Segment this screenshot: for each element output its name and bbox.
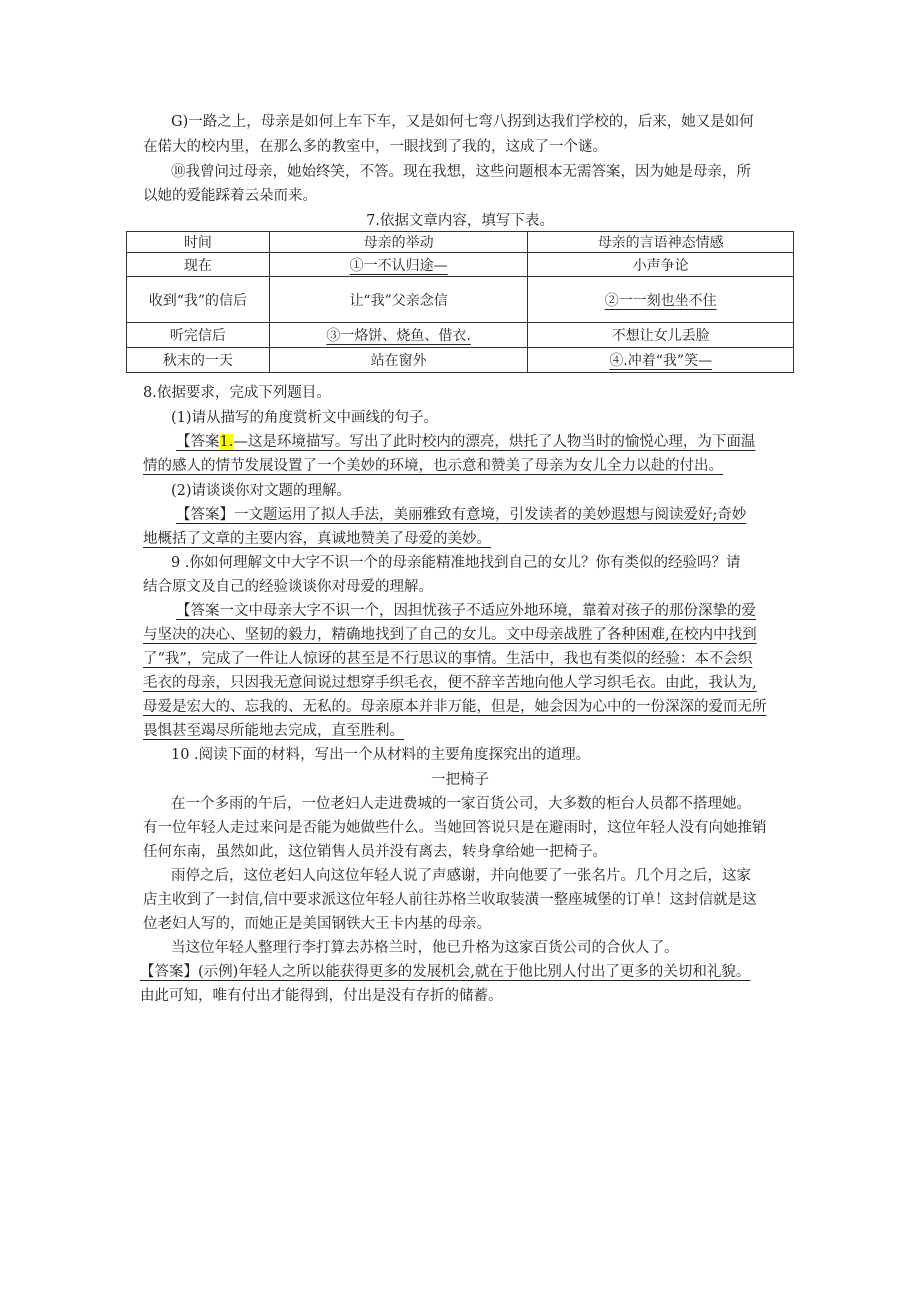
answer-8-2-line-1: 【答案】一文题运用了拟人手法，美丽雅致有意境，引发读者的美妙遐想与阅读爱好;奇妙 (176, 507, 747, 523)
material-line: 有一位年轻人走过来问是否能为她做些什么。当她回答说只是在避雨时，这位年轻人没有向她推销 (143, 820, 767, 836)
question-7-title: 7.依据文章内容，填写下表。 (366, 213, 554, 229)
table-cell: ③一烙饼、烧鱼、借衣. (269, 323, 528, 348)
question-10-line: 10 .阅读下面的材料，写出一个从材料的主要角度探究出的道理。 (171, 747, 591, 763)
table-cell: 站在窗外 (269, 348, 528, 373)
material-line: 在一个多雨的午后，一位老妇人走进费城的一家百货公司，大多数的柜台人员都不搭理她。 (171, 796, 751, 812)
table-cell: 不想让女儿丢脸 (528, 323, 794, 348)
table-cell: 听完信后 (127, 323, 270, 348)
material-line: 任何东南，虽然如此，这位销售人员并没有离去，转身拿给她一把椅子。 (143, 844, 607, 860)
table-cell: ④.冲着“我”笑— (528, 348, 794, 373)
material-line: 当这位年轻人整理行李打算去苏格兰时，他已升格为这家百货公司的合伙人了。 (171, 940, 679, 956)
answer-text: —这是环境描写。写出了此时校内的漂亮，烘托了人物当时的愉悦心理，为下面温 (233, 434, 756, 450)
answer-9-line: 【答案一文中母亲大字不识一个，因担忧孩子不适应外地环境，靠着对孩子的那份深挚的爱 (176, 603, 756, 619)
answer-9-line: 母爱是宏大的、忘我的、无私的。母亲原本并非万能，但是，她会因为心中的一份深深的爱而无所 (143, 699, 767, 715)
table-row (127, 277, 794, 323)
answer-9-line: 与坚决的决心、坚韧的毅力，精确地找到了自己的女儿。文中母亲战胜了各种困难,在校内中找到 (143, 627, 757, 643)
table-row (127, 323, 794, 348)
table-cell: 让“我”父亲念信 (269, 277, 528, 323)
table-row (127, 253, 794, 277)
answer-8-1-line-2: 情的感人的情节发展设置了一个美妙的环境，也示意和赞美了母亲为女儿全力以赴的付出。 (143, 458, 723, 474)
paragraph-10-line-1: ⑩我曾问过母亲，她始终笑，不答。现在我想，这些问题根本无需答案，因为她是母亲，所 (171, 164, 751, 180)
answer-9-line: 了“我”，完成了一件让人惊讶的甚至是不行思议的事情。生活中，我也有类似的经验：本不会织 (143, 651, 753, 667)
table-cell: 现在 (127, 253, 270, 277)
answer-8-2-line-2: 地概括了文章的主要内容，真诚地赞美了母爱的美妙。 (143, 531, 491, 547)
table-cell: 小声争论 (528, 253, 794, 277)
material-line: 雨停之后，这位老妇人向这位年轻人说了声感谢，并向他要了一张名片。几个月之后，这家 (171, 868, 751, 884)
question-8-sub-1: (1)请从描写的角度赏析文中画线的句子。 (171, 410, 439, 426)
material-title: 一把椅子 (431, 772, 489, 788)
answer-9-line: 毛衣的母亲，只因我无意间说过想穿手织毛衣，便不辞辛苦地向他人学习织毛衣。由此，我认为, (143, 675, 757, 691)
answer-label: 【答案 (176, 434, 220, 450)
answer-table (126, 231, 794, 373)
answer-8-1-line-1 (176, 432, 755, 452)
answer-10-line-1: 【答案】(示例)年轻人之所以能获得更多的发展机会,就在于他比别人付出了更多的关切和礼貌。 (140, 964, 751, 980)
material-line: 位老妇人写的，而她正是美国钢铁大王卡内基的母亲。 (143, 916, 491, 932)
table-row (127, 348, 794, 373)
question-8-sub-2: (2)请谈谈你对文题的理解。 (171, 483, 352, 499)
material-line: 店主收到了一封信,信中要求派这位年轻人前往苏格兰收取装潢一整座城堡的订单！这封信就是这 (143, 892, 757, 908)
header-emotions: 母亲的言语神态情感 (528, 232, 794, 253)
table-header-row (127, 232, 794, 253)
paragraph-9-line-1: G)一路之上，母亲是如何上车下车，又是如何七弯八拐到达我们学校的，后来，她又是如何 (171, 114, 754, 130)
table-cell: 秋末的一天 (127, 348, 270, 373)
header-actions: 母亲的举动 (269, 232, 528, 253)
table-cell: 收到“我”的信后 (127, 277, 270, 323)
paragraph-10-line-2: 以她的爱能踩着云朵而来。 (143, 188, 317, 204)
table-cell: ②一一刻也坐不住 (528, 277, 794, 323)
question-8-title: 8.依据要求，完成下列题目。 (143, 385, 331, 401)
answer-9-line: 畏惧甚至竭尽所能地去完成，直至胜利。 (143, 723, 404, 739)
paragraph-9-line-2: 在偌大的校内里，在那么多的教室中，一眼找到了我的，这成了一个谜。 (143, 139, 607, 155)
question-9-line-1: 9 .你如何理解文中大字不识一个的母亲能精准地找到自己的女儿？你有类似的经验吗？请 (171, 555, 741, 571)
header-time: 时间 (127, 232, 270, 253)
answer-10-line-2: 由此可知，唯有付出才能得到，付出是没有存折的储蓄。 (140, 988, 503, 1004)
table-cell: ①一不认归途— (269, 253, 528, 277)
highlighted-mark: 1. (219, 434, 234, 450)
question-9-line-2: 结合原文及自己的经验谈谈你对母爱的理解。 (143, 579, 433, 595)
